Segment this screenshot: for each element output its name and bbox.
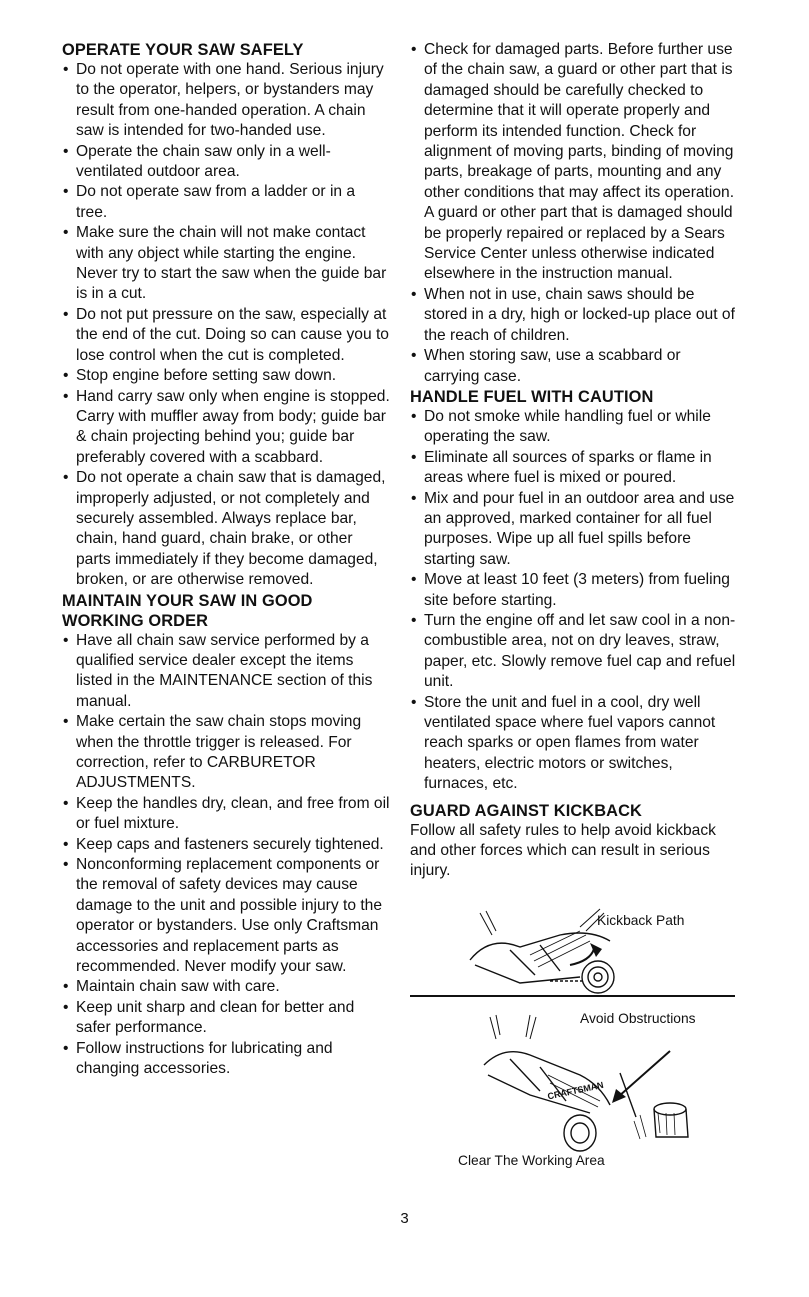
kickback-path-label: Kickback Path: [597, 913, 685, 928]
list-item: • Make certain the saw chain stops moving when the throttle trigger is released. For correction, refer to CARBURETOR ADJUSTMENTS.: [62, 712, 390, 794]
list-item: • Operate the chain saw only in a well-ventilated outdoor area.: [62, 142, 390, 183]
operate-safely-list: [62, 60, 390, 591]
section-heading-operate-safely: OPERATE YOUR SAW SAFELY: [62, 41, 304, 59]
page-number: 3: [400, 1210, 409, 1227]
section-heading-maintain: MAINTAIN YOUR SAW IN GOOD WORKING ORDER: [62, 591, 313, 630]
maintain-list: [62, 631, 390, 1080]
list-item: • Nonconforming replacement components or the removal of safety devices may cause damage to the unit and possible injury to the operator or bystanders. Use only Craftsman accessories and replacement parts as recommended. Never modify your saw.: [62, 855, 390, 977]
list-item: • Make sure the chain will not make contact with any object while starting the engine. Never try to start the saw when the guide bar is in a cut.: [62, 223, 390, 305]
list-item: • Do not operate a chain saw that is damaged, improperly adjusted, or not completely and securely assembled. Always replace bar, chain, hand guard, chain brake, or other parts immediately if they become damaged, broken, or are otherwise removed.: [62, 468, 390, 590]
list-item: • Do not put pressure on the saw, especially at the end of the cut. Doing so can cause you to lose control when the cut is completed.: [62, 305, 390, 366]
list-item: • Keep the handles dry, clean, and free from oil or fuel mixture.: [62, 794, 390, 835]
list-item: • Eliminate all sources of sparks or flame in areas where fuel is mixed or poured.: [410, 448, 740, 489]
list-item: • Follow instructions for lubricating and changing accessories.: [62, 1039, 390, 1080]
right-column: [410, 40, 740, 882]
list-item: • Keep caps and fasteners securely tightened.: [62, 835, 390, 855]
section-heading-fuel: HANDLE FUEL WITH CAUTION: [410, 387, 654, 406]
list-item: • Do not smoke while handling fuel or while operating the saw.: [410, 407, 740, 448]
list-item: • Hand carry saw only when engine is stopped. Carry with muffler away from body; guide bar & chain projecting behind you; guide bar preferably covered with a scabbard.: [62, 387, 390, 469]
fuel-list: [410, 407, 740, 795]
list-item: • Check for damaged parts. Before further use of the chain saw, a guard or other part that is damaged should be carefully checked to determine that it will operate properly and perform its intended function. Check for alignment of moving parts, binding of moving parts, breakage of parts, mounting and any other conditions that may affect its operation. A guard or other part that is damaged should be properly repaired or replaced by a Sears Service Center unless otherwise indicated elsewhere in the instruction manual.: [410, 40, 740, 285]
storage-list: [410, 40, 740, 387]
figure-divider: [410, 995, 735, 997]
list-item: • Have all chain saw service performed by a qualified service dealer except the items listed in the MAINTENANCE section of this manual.: [62, 631, 390, 713]
list-item: • Stop engine before setting saw down.: [62, 366, 390, 386]
obstruction-drawing: [470, 1005, 710, 1155]
list-item: • Maintain chain saw with care.: [62, 977, 390, 997]
list-item: • Do not operate saw from a ladder or in a tree.: [62, 182, 390, 223]
left-column: [62, 40, 390, 1080]
kickback-illustration: [410, 905, 735, 995]
list-item: • Do not operate with one hand. Serious injury to the operator, helpers, or bystanders may result from one-handed operation. A chain saw is intended for two-handed use.: [62, 60, 390, 142]
list-item: • Move at least 10 feet (3 meters) from fueling site before starting.: [410, 570, 740, 611]
list-item: • When storing saw, use a scabbard or carrying case.: [410, 346, 740, 387]
list-item: • Keep unit sharp and clean for better and safer performance.: [62, 998, 390, 1039]
obstruction-illustration: [410, 1005, 735, 1175]
kickback-paragraph: Follow all safety rules to help avoid kickback and other forces which can result in serious injury.: [410, 821, 716, 880]
list-item: • Mix and pour fuel in an outdoor area and use an approved, marked container for all fuel purposes. Wipe up all fuel spills before starting saw.: [410, 489, 740, 571]
list-item: • Store the unit and fuel in a cool, dry well ventilated space where fuel vapors cannot reach sparks or open flames from water heaters, electric motors or switches, furnaces, etc.: [410, 693, 740, 795]
section-heading-kickback: GUARD AGAINST KICKBACK: [410, 801, 642, 820]
avoid-obstructions-label: Avoid Obstructions: [580, 1011, 696, 1026]
log-brand-text: CRAFTSMAN: [546, 1079, 605, 1102]
clear-working-area-label: Clear The Working Area: [458, 1153, 605, 1168]
list-item: • When not in use, chain saws should be stored in a dry, high or locked-up place out of the reach of children.: [410, 285, 740, 346]
list-item: • Turn the engine off and let saw cool in a non-combustible area, not on dry leaves, straw, paper, etc. Slowly remove fuel cap and refuel unit.: [410, 611, 740, 693]
